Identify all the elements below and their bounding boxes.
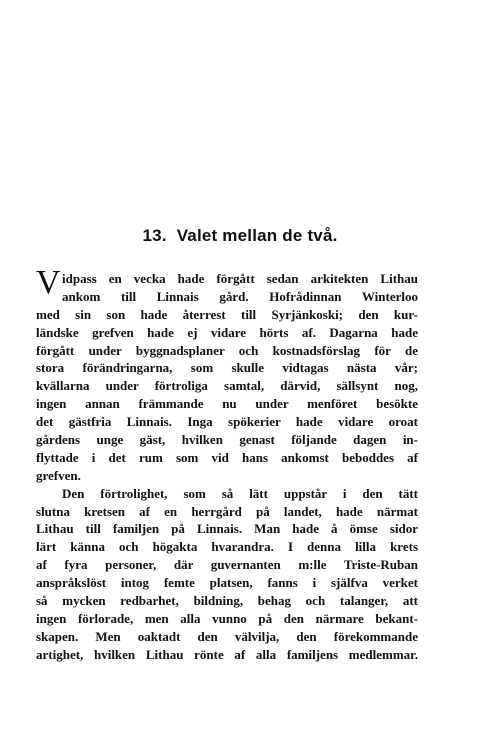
text-line: flyttade i det rum som vid hans ankomst beboddes af (36, 449, 418, 465)
text-line: lärt känna och högakta hvarandra. I denna lilla krets (36, 539, 418, 555)
text-line: artighet, hvilken Lithau rönte af alla familjens medlemmar. (36, 646, 418, 662)
text-line: gårdens unge gäst, hvilken genast följande dagen in- (36, 432, 418, 448)
text-line: skapen. Men oaktadt den välvilja, den förekommande (36, 628, 418, 644)
text-line: så mycken redbarhet, bildning, behag och talanger, att (36, 593, 418, 609)
text-line: ingen annan främmande nu under menföret besökte (36, 396, 418, 412)
text-line: ingen förlorade, men alla vunno på den närmare bekant- (36, 610, 418, 626)
text-line: idpass en vecka hade förgått sedan arkitekten Lithau (62, 271, 418, 286)
text-line: Den förtrolighet, som så lätt uppstår i den tätt (62, 485, 418, 501)
text-line: det gästfria Linnais. Inga spökerier hade vidare oroat (36, 414, 418, 430)
text-line: grefven. (36, 467, 81, 483)
text-line: förgått under byggnadsplaner och kostnadsförslag för de (36, 342, 418, 358)
text-line: kvällarna under förtroliga samtal, därvid, sällsynt nog, (36, 378, 418, 394)
chapter-title: Valet mellan de två. (176, 226, 338, 245)
text-line: slutna kretsen af en herrgård på landet, hade närmat (36, 503, 418, 519)
chapter-heading (0, 226, 480, 246)
chapter-number: 13. (142, 226, 167, 245)
text-line: af fyra personer, där guvernanten m:lle Triste-Ruban (36, 557, 418, 573)
text-line: stora förändringarna, som skulle vidtagas nästa vår; (36, 360, 418, 376)
text-line: anspråkslöst intog femte platsen, fanns i själfva verket (36, 575, 418, 591)
drop-cap: V (36, 264, 61, 301)
body-text (36, 270, 418, 664)
text-line: med sin son hade återrest till Syrjänkoski; den kur- (36, 306, 418, 322)
text-line: Lithau till familjen på Linnais. Man hade å ömse sidor (36, 521, 418, 537)
text-line: ländske grefven hade ej vidare hörts af. Dagarna hade (36, 324, 418, 340)
text-line: ankom till Linnais gård. Hofrådinnan Winterloo (62, 288, 418, 304)
